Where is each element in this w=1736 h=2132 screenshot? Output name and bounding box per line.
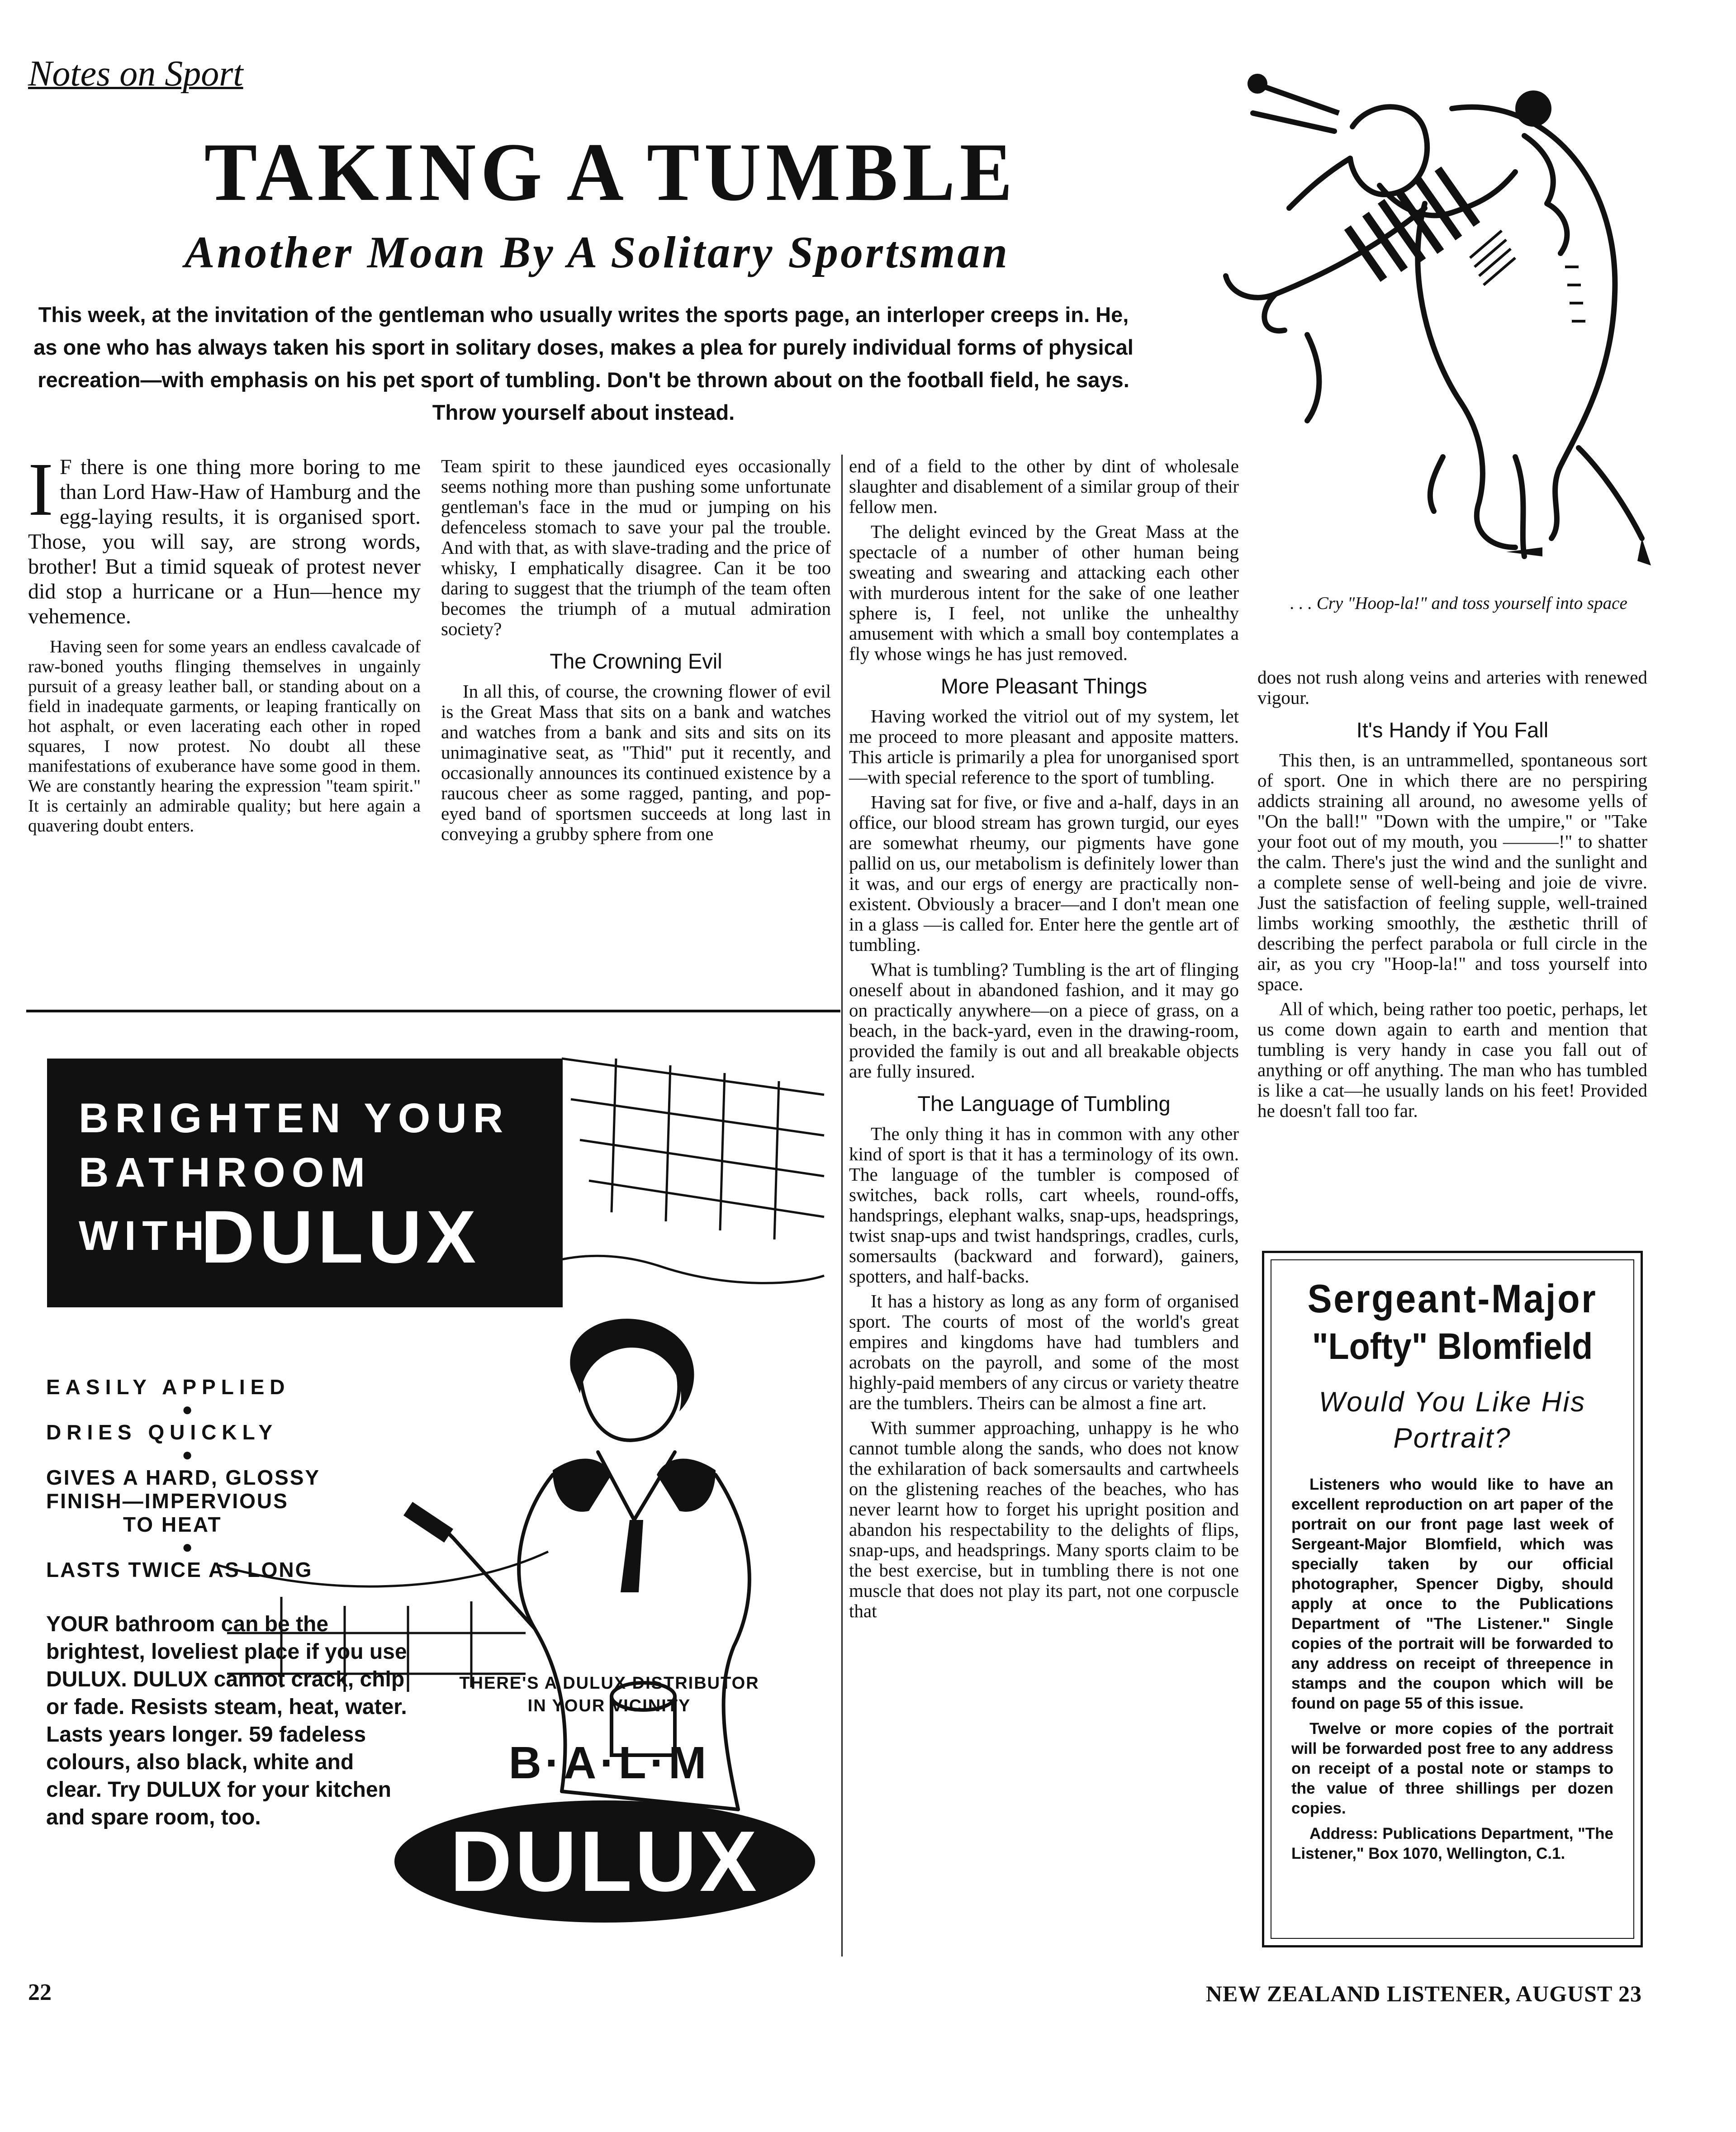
section-label: Notes on Sport <box>28 54 243 94</box>
ad-distributor-line-1: THERE'S A DULUX DISTRIBUTOR <box>459 1674 759 1693</box>
paragraph: What is tumbling? Tumbling is the art of flinging oneself about in abandoned fashion, and it may go on practically anywhere—on a piece of grass, on a beach, in the back-yard, even in the drawing-room, provided the family is out and all breakable objects are fully insured. <box>849 959 1239 1082</box>
subhead-crowning-evil: The Crowning Evil <box>550 649 722 673</box>
illustration-caption: . . . Cry "Hoop-la!" and toss yourself into space <box>1290 594 1627 613</box>
paragraph: does not rush along veins and arteries with renewed vigour. <box>1257 667 1647 708</box>
dulux-advertisement <box>28 1031 833 1945</box>
subhead-language-of-tumbling: The Language of Tumbling <box>917 1092 1171 1116</box>
paragraph: Having sat for five, or five and a-half, days in an office, our blood stream has grown turgid, our eyes are somewhat rheumy, our pigments have gone pallid on us, our metabolism is definitely lower than it was, and our ergs of energy are practically non-existent. Obviously a bracer—and I don't mean one in a glass —is called for. Enter here the gentle art of tumbling. <box>849 792 1239 955</box>
dulux-logo <box>394 1800 815 1923</box>
ad-headline-line-2: BATHROOM <box>79 1149 371 1196</box>
ad-body-copy: YOUR bathroom can be the brightest, loveliest place if you use DULUX. DULUX cannot crack, chip or fade. Resists steam, heat, water. Lasts years longer. 59 fadeless colours, also black, white and clear. Try DULUX for your kitchen and spare room, too. <box>46 1612 407 1829</box>
paragraph: Having worked the vitriol out of my system, let me proceed to more pleasant and apposite matters. This article is primarily a plea for unorganised sport—with special reference to the sport of tumbling. <box>849 706 1239 788</box>
paragraph: Team spirit to these jaundiced eyes occasionally seems nothing more than pushing some unfortunate gentleman's face in the mud or jumping on his defenceless stomach to save your pal the trouble. And with that, as with slave-trading and the price of whisky, I emphatically disagree. Can it be too daring to suggest that the triumph of the team often becomes the triumph of a mutual admiration society? <box>441 456 831 639</box>
ad-feature-lasts-twice: LASTS TWICE AS LONG <box>46 1558 313 1581</box>
paragraph: The delight evinced by the Great Mass at the spectacle of a number of other human being sweating and swearing and attacking each other with murderous intent for the sake of one leather sphere is, I feel, not unlike the unhealthy amusement with which a small boy contemplates a fly whose wings he has just removed. <box>849 521 1239 664</box>
ad-feature-hard-glossy-2: FINISH—IMPERVIOUS <box>46 1489 289 1513</box>
ad-headline-brand: DULUX <box>201 1195 481 1278</box>
lead-paragraph: F there is one thing more boring to me than Lord Haw-Haw of Hamburg and the egg-laying results, it is organised sport. Those, you will say, are strong words, brother! But a timid squeak of protest never did stop a hurricane or a Hun—hence my vehemence. <box>28 455 421 628</box>
ad-features <box>46 1375 363 1581</box>
paragraph: With summer approaching, unhappy is he who cannot tumble along the sands, who does not know the exhilaration of back somersaults and cartwheels on the glistening reaches of the beaches, who has never learnt how to forget his upright position and abandon his respectability to the delights of flips, snap-ups, and headsprings. Many sports claim to be the best exercise, but in tumbling there is not one muscle that does not play its part, not one corpuscle that <box>849 1417 1239 1621</box>
dulux-logo-text: DULUX <box>450 1814 760 1909</box>
bullet: ● <box>182 1537 193 1557</box>
page-number: 22 <box>28 1980 52 2005</box>
paragraph: The only thing it has in common with any other kind of sport is that it has a terminology of its own. The language of the tumbler is composed of switches, back rolls, cart wheels, round-offs, handsprings, elephant walks, snap-ups, headsprings, twist snap-ups and twist handsprings, cradles, curls, somersaults (backward and forward), gainers, spotters, and half-backs. <box>849 1123 1239 1287</box>
notice-address: Address: Publications Department, "The Listener," Box 1070, Wellington, C.1. <box>1291 1825 1613 1862</box>
ad-headline-block <box>47 1059 563 1307</box>
notice-title-1: Sergeant-Major <box>1307 1276 1598 1321</box>
paragraph: It has a history as long as any form of organised sport. The courts of most of the world's great empires and kingdoms have had tumblers and acrobats on the payroll, and some of the most highly-paid members of any circus or variety theatre are the tumblers. Theirs can be almost a fine art. <box>849 1291 1239 1413</box>
ad-balm: B·A·L·M <box>508 1738 710 1788</box>
article-column-4 <box>1257 667 1647 1125</box>
ad-feature-hard-glossy-3: TO HEAT <box>123 1513 222 1536</box>
section-divider <box>26 1010 840 1012</box>
notice-paragraph-1: Listeners who would like to have an excellent reproduction on art paper of the portrait on our front page last week of Sergeant-Major Blomfield, which was specially taken by our official photographer, Spencer Digby, should apply at once to the Publications Department of "The Listener." Single copies of the portrait will be forwarded to any address on receipt of threepence in stamps and the coupon which will be found on page 55 of this issue. <box>1291 1476 1613 1712</box>
ad-feature-dries-quickly: DRIES QUICKLY <box>46 1420 278 1444</box>
subhead-more-pleasant-things: More Pleasant Things <box>940 674 1148 698</box>
tumbling-clown-illustration <box>1172 59 1665 584</box>
bullet: ● <box>182 1400 193 1420</box>
article-intro: This week, at the invitation of the gentleman who usually writes the sports page, an interloper creeps in. He, as one who has always taken his sport in solitary doses, makes a plea for purely individual forms of physical recreation—with emphasis on his pet sport of tumbling. Don't be thrown about on the football field, he says. Throw yourself about instead. <box>33 303 1134 424</box>
notice-subtitle: Would You Like His Portrait? <box>1319 1387 1586 1454</box>
paragraph: end of a field to the other by dint of wholesale slaughter and disablement of a similar group of their fellow men. <box>849 456 1239 517</box>
clown-drawing <box>1172 59 1665 584</box>
article-column-2 <box>441 456 831 849</box>
ad-feature-hard-glossy-1: GIVES A HARD, GLOSSY <box>46 1466 321 1489</box>
article-title: TAKING A TUMBLE <box>204 126 1017 218</box>
article-column-1 <box>28 447 421 840</box>
notice-body <box>1291 1475 1613 1864</box>
paragraph: All of which, being rather too poetic, perhaps, let us come down again to earth and mention that tumbling is very handy in case you fall out of anything or off anything. The man who has tumbled is like a cat—he usually lands on his feet! Provided he doesn't fall too far. <box>1257 998 1647 1121</box>
portrait-notice-box <box>1262 1251 1643 1947</box>
drop-cap: I <box>28 447 53 532</box>
notice-paragraph-2: Twelve or more copies of the portrait will be forwarded post free to any address on receipt of a postal note or stamps to the value of three shillings per dozen copies. <box>1291 1720 1613 1817</box>
notice-title-2: "Lofty" Blomfield <box>1312 1326 1593 1367</box>
paragraph: In all this, of course, the crowning flower of evil is the Great Mass that sits on a bank and watches and watches from a bank and sits and sits on its unimaginative seat, as "Thid" put it recently, and occasionally announces its continued existence by a raucous cheer as some ragged, panting, and pop-eyed band of sportsmen succeeds at long last in conveying a grubby sphere from one <box>441 681 831 844</box>
subhead-handy-if-you-fall: It's Handy if You Fall <box>1356 718 1549 742</box>
paragraph: Having seen for some years an endless cavalcade of raw-boned youths flinging themselves in ungainly pursuit of a greasy leather ball, or standing about on a field in inadequate garments, or leaping frantically on hot asphalt, or even lacerating each other in roped squares, I now protest. No doubt all these manifestations of exuberance have some good in them. We are constantly hearing the expression "team spirit." It is certainly an admirable quality; but here again a quavering doubt enters. <box>28 637 421 836</box>
ad-distributor-line-2: IN YOUR VICINITY <box>527 1696 691 1715</box>
ad-headline-line-1: BRIGHTEN YOUR <box>79 1095 510 1141</box>
paragraph: This then, is an untrammelled, spontaneous sort of sport. One in which there are no perspiring addicts straining all around, no awesome yells of "On the ball!" "Down with the umpire," or "Take your foot out of my mouth, you ———!" to shatter the calm. There's just the wind and the sunlight and a complete sense of well-being and joie de vivre. Just the satisfaction of feeling supple, well-trained limbs working smoothly, the æsthetic thrill of describing the perfect parabola or full circle in the air, as you cry "Hoop-la!" and toss yourself into space. <box>1257 750 1647 994</box>
article-subtitle: Another Moan By A Solitary Sportsman <box>185 227 1010 277</box>
ad-feature-easily-applied: EASILY APPLIED <box>46 1375 290 1399</box>
bullet: ● <box>182 1445 193 1465</box>
publication-footer: NEW ZEALAND LISTENER, AUGUST 23 <box>1205 1981 1642 2006</box>
article-column-3 <box>849 456 1239 1626</box>
ad-headline-line-3: WITH <box>79 1213 211 1259</box>
column-rule <box>841 455 843 1956</box>
